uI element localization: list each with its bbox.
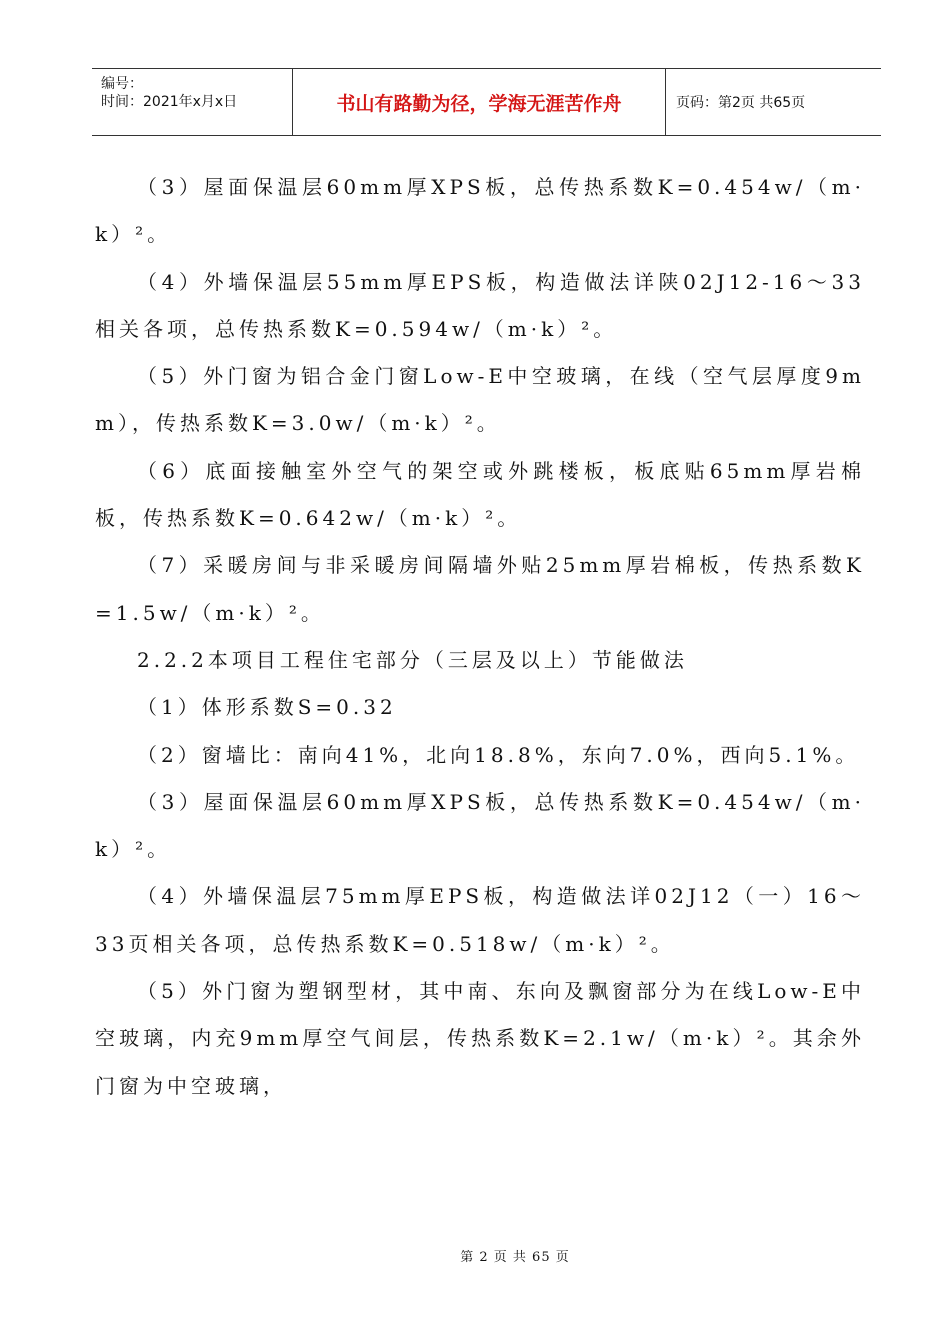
paragraph: （3）屋面保温层60mm厚XPS板，总传热系数K=0.454w/（m·k）²。	[95, 175, 865, 247]
paragraph: （7）采暖房间与非采暖房间隔墙外贴25mm厚岩棉板，传热系数K=1.5w/（m·k）²。	[95, 553, 865, 625]
section-heading: 2.2.2本项目工程住宅部分（三层及以上）节能做法	[137, 647, 688, 672]
page-header	[92, 68, 881, 136]
paragraph: （3）屋面保温层60mm厚XPS板，总传热系数K=0.454w/（m·k）²。	[95, 789, 865, 862]
paragraph: （6）底面接触室外空气的架空或外跳楼板，板底贴65mm厚岩棉板，传热系数K=0.642w/（m·k）²。	[95, 458, 865, 531]
header-page-number: 页码：第2页 共65页	[676, 95, 806, 111]
paragraph: （5）外门窗为铝合金门窗Low-E中空玻璃，在线（空气层厚度9mm），传热系数K=3.0w/（m·k）²。	[95, 364, 865, 436]
paragraph: （4）外墙保温层55mm厚EPS板，构造做法详陕02J12-16～33相关各项，总传热系数K=0.594w/（m·k）²。	[95, 269, 865, 341]
paragraph: （1）体形系数S=0.32	[137, 695, 397, 720]
document-body	[95, 164, 865, 1110]
paragraph: （5）外门窗为塑钢型材，其中南、东向及飘窗部分为在线Low-E中空玻璃，内充9mm厚空气间层，传热系数K=2.1w/（m·k）²。其余外门窗为中空玻璃，	[95, 979, 865, 1098]
document-time-label: 时间：2021年x月x日	[101, 94, 238, 110]
page-footer	[0, 1246, 950, 1265]
header-page-cell	[666, 69, 881, 135]
document-code-label: 编号：	[101, 76, 143, 92]
header-motto: 书山有路勤为径，学海无涯苦作舟	[336, 92, 622, 115]
header-motto-cell	[292, 69, 666, 135]
header-meta-cell	[92, 69, 292, 135]
paragraph: （2）窗墙比：南向41%，北向18.8%，东向7.0%，西向5.1%。	[137, 742, 860, 767]
paragraph: （4）外墙保温层75mm厚EPS板，构造做法详02J12（一）16～33页相关各项，总传热系数K=0.518w/（m·k）²。	[95, 884, 865, 956]
footer-page-number: 第 2 页 共 65 页	[460, 1250, 570, 1265]
